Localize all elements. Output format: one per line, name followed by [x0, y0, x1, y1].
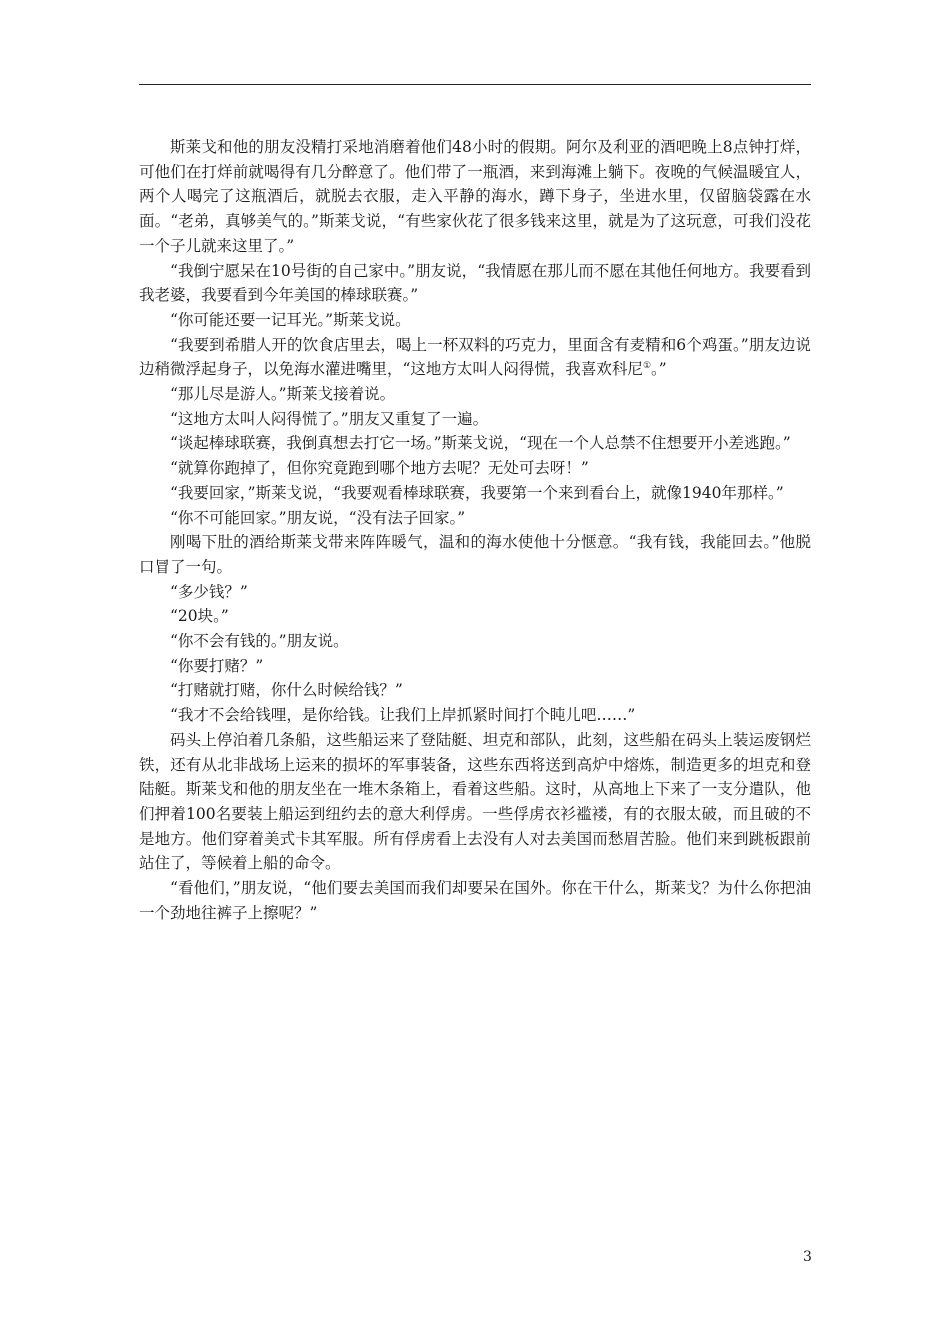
paragraph: “你不可能回家。”朋友说，“没有法子回家。” [170, 508, 466, 527]
paragraph: “你要打赌？” [170, 656, 264, 675]
paragraph: “我才不会给钱哩，是你给钱。让我们上岸抓紧时间打个盹儿吧……” [170, 706, 636, 725]
paragraph: “看他们，”朋友说，“他们要去美国而我们却要呆在国外。你在干什么，斯莱戈？为什么你把油一个劲地往裤子上擦呢？” [139, 879, 811, 922]
paragraph: 码头上停泊着几条船，这些船运来了登陆艇、坦克和部队，此刻，这些船在码头上装运废钢烂铁，还有从北非战场上运来的损坏的军事装备，这些东西将送到高炉中熔炼，制造更多的坦克和登陆艇。斯莱戈和他的朋友坐在一堆木条箱上，看着这些船。这时，从高地上下来了一支分遣队，他们押着100名要装上船运到纽约去的意大利俘虏。一些俘虏衣衫褴褛，有的衣服太破，而且破的不是地方。他们穿着美式卡其军服。所有俘虏看上去没有人对去美国而愁眉苦脸。他们来到跳板跟前站住了，等候着上船的命令。 [139, 730, 811, 873]
document-body [139, 135, 811, 926]
paragraph: 斯莱戈和他的朋友没精打采地消磨着他们48小时的假期。阿尔及利亚的酒吧晚上8点钟打烊，可他们在打烊前就喝得有几分醉意了。他们带了一瓶酒，来到海滩上躺下。夜晚的气候温暖宜人，两个人喝完了这瓶酒后，就脱去衣服，走入平静的海水，蹲下身子，坐进水里，仅留脑袋露在水面。“老弟，真够美气的。”斯莱戈说，“有些家伙花了很多钱来这里，就是为了这玩意，可我们没花一个子儿就来这里了。” [139, 138, 811, 255]
paragraph: “这地方太叫人闷得慌了。”朋友又重复了一遍。 [170, 409, 489, 428]
paragraph: “那儿尽是游人。”斯莱戈接着说。 [170, 385, 396, 404]
header-rule [139, 84, 811, 85]
paragraph: “就算你跑掉了，但你究竟跑到哪个地方去呢？无处可去呀！” [170, 459, 589, 478]
paragraph: 刚喝下肚的酒给斯莱戈带来阵阵暖气，温和的海水使他十分惬意。“我有钱，我能回去。”他脱口冒了一句。 [139, 533, 811, 576]
paragraph: “打赌就打赌，你什么时候给钱？” [170, 681, 403, 700]
paragraph: “你不会有钱的。”朋友说。 [170, 632, 349, 651]
paragraph: “我要到希腊人开的饮食店里去，喝上一杯双料的巧克力，里面含有麦精和6个鸡蛋。”朋友边说边稍微浮起身子，以免海水灌进嘴里，“这地方太叫人闷得慌，我喜欢科尼①。” [139, 335, 811, 379]
paragraph: “你可能还要一记耳光。”斯莱戈说。 [170, 310, 411, 329]
paragraph: “多少钱？” [170, 582, 248, 601]
paragraph: “20块。” [170, 607, 229, 626]
paragraph: “我倒宁愿呆在10号街的自己家中。”朋友说，“我情愿在那儿而不愿在其他任何地方。我要看到我老婆，我要看到今年美国的棒球联赛。” [139, 261, 811, 305]
footnote-marker[interactable]: ① [642, 361, 652, 372]
paragraph: “谈起棒球联赛，我倒真想去打它一场。”斯莱戈说，“现在一个人总禁不住想要开小差逃跑。” [170, 434, 791, 453]
page-number: 3 [803, 1249, 812, 1265]
paragraph: “我要回家，”斯莱戈说，“我要观看棒球联赛，我要第一个来到看台上，就像1940年那样。” [170, 483, 784, 502]
